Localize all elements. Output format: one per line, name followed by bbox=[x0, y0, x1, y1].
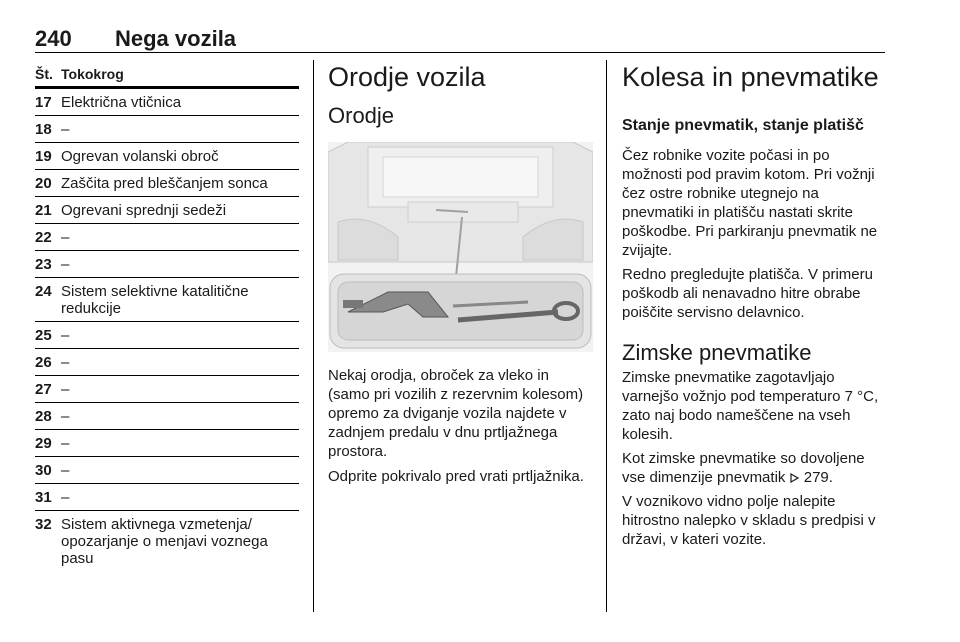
chapter-title: Nega vozila bbox=[115, 26, 237, 51]
table-row bbox=[35, 403, 299, 430]
table-row bbox=[35, 376, 299, 403]
tool-kit-illustration bbox=[328, 142, 593, 352]
table-row bbox=[35, 143, 299, 170]
tools-paragraph-2: Odprite pokrivalo pred vrati prtljažnika. bbox=[328, 468, 584, 485]
circuit-description: – bbox=[61, 489, 70, 506]
circuit-description: – bbox=[61, 435, 70, 452]
column-header-circuit: Tokokrog bbox=[61, 66, 124, 82]
table-row bbox=[35, 457, 299, 484]
wheels-paragraph-3: Zimske pnevmatike zagotavljajo varnejšo vožnjo pod temperaturo 7 °C, zato naj bodo nameščene na vseh kolesih. bbox=[622, 369, 879, 443]
wheels-section bbox=[622, 60, 890, 549]
table-row bbox=[35, 89, 299, 116]
column-divider bbox=[313, 60, 314, 612]
fuse-number: 18 bbox=[35, 121, 52, 138]
fuse-number: 25 bbox=[35, 327, 52, 344]
circuit-description: – bbox=[61, 229, 70, 246]
table-row bbox=[35, 430, 299, 457]
circuit-description: Ogrevani sprednji sedeži bbox=[61, 202, 227, 219]
circuit-description: – bbox=[61, 256, 70, 273]
fuse-number: 31 bbox=[35, 489, 52, 506]
wheels-paragraph-5: V voznikovo vidno polje nalepite hitrostno nalepko v skladu s predpisi v državi, v kateri vozite. bbox=[622, 493, 876, 548]
circuit-description: Sistem selektivne katalitične redukcije bbox=[61, 283, 249, 317]
table-header bbox=[35, 62, 299, 89]
circuit-description: – bbox=[61, 354, 70, 371]
column-divider bbox=[606, 60, 607, 612]
fuse-number: 30 bbox=[35, 462, 52, 479]
fuse-number: 24 bbox=[35, 283, 52, 300]
page-number: 240 bbox=[35, 26, 72, 51]
wheels-paragraph-4 bbox=[622, 449, 890, 487]
wheels-paragraph-2: Redno pregledujte platišča. V primeru poškodb ali nenavadno hitre obrabe poiščite servisno delavnico. bbox=[622, 266, 873, 321]
tools-paragraph-1: Nekaj orodja, obroček za vleko in (samo pri vozilih z rezervnim kolesom) opremo za dviganje vozila najdete v zadnjem predalu v dnu prtljažnega prostora. bbox=[328, 367, 584, 460]
fuse-number: 21 bbox=[35, 202, 52, 219]
circuit-description: – bbox=[61, 121, 70, 138]
circuit-description: – bbox=[61, 462, 70, 479]
wheels-paragraph-4-text: Kot zimske pnevmatike so dovoljene vse dimenzije pnevmatik bbox=[622, 450, 865, 486]
fuse-number: 29 bbox=[35, 435, 52, 452]
page-reference-link[interactable]: 279. bbox=[803, 469, 833, 486]
fuse-number: 20 bbox=[35, 175, 52, 192]
column-header-number: Št. bbox=[35, 66, 53, 82]
table-row bbox=[35, 484, 299, 511]
circuit-description: Zaščita pred bleščanjem sonca bbox=[61, 175, 268, 192]
fuse-number: 28 bbox=[35, 408, 52, 425]
circuit-description: – bbox=[61, 381, 70, 398]
circuit-description: Ogrevan volanski obroč bbox=[61, 148, 219, 165]
subsection-title-winter-tyres: Zimske pnevmatike bbox=[622, 340, 812, 365]
fuse-number: 17 bbox=[35, 94, 52, 111]
subsection-title: Orodje bbox=[328, 103, 395, 128]
table-row bbox=[35, 511, 299, 571]
page-reference-arrow-icon[interactable] bbox=[790, 469, 804, 486]
circuit-description: – bbox=[61, 408, 70, 425]
fuse-number: 23 bbox=[35, 256, 52, 273]
table-row bbox=[35, 278, 299, 322]
table-row bbox=[35, 116, 299, 143]
fuse-number: 19 bbox=[35, 148, 52, 165]
subsection-title-tyre-condition: Stanje pnevmatik, stanje platišč bbox=[622, 117, 864, 134]
circuit-description: Električna vtičnica bbox=[61, 94, 182, 111]
fuse-number: 32 bbox=[35, 516, 52, 533]
table-row bbox=[35, 322, 299, 349]
table-body bbox=[35, 89, 299, 571]
fuse-table bbox=[35, 60, 299, 571]
table-row bbox=[35, 349, 299, 376]
circuit-description: Sistem aktivnega vzmetenja/ opozarjanje o menjavi voznega pasu bbox=[61, 516, 268, 567]
tools-section bbox=[328, 60, 593, 486]
table-row bbox=[35, 197, 299, 224]
fuse-number: 22 bbox=[35, 229, 52, 246]
section-title: Orodje vozila bbox=[328, 62, 486, 92]
table-row bbox=[35, 224, 299, 251]
fuse-number: 26 bbox=[35, 354, 52, 371]
page-header bbox=[35, 26, 885, 53]
circuit-description: – bbox=[61, 327, 70, 344]
fuse-number: 27 bbox=[35, 381, 52, 398]
section-title: Kolesa in pnevmatike bbox=[622, 62, 879, 92]
table-row bbox=[35, 251, 299, 278]
table-row bbox=[35, 170, 299, 197]
wheels-paragraph-1: Čez robnike vozite počasi in po možnosti pod pravim kotom. Pri vožnji čez ostre robnike utegnejo na pnevmatiki in platišču nastati skrite poškodbe. Pri parkiranju pnevmatik ne zvijajte. bbox=[622, 147, 878, 259]
